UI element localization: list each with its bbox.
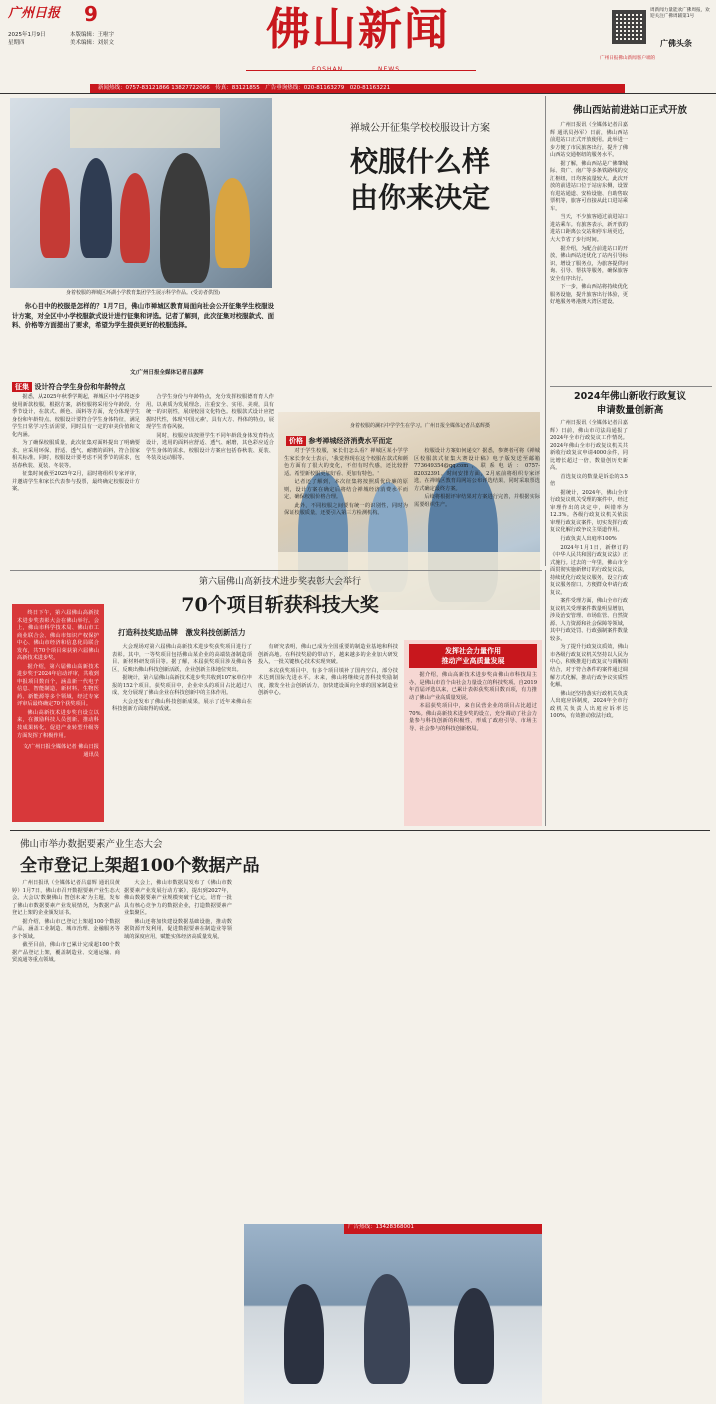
main-photo-1-caption: 身着校服的禅城区环湖小学教育集团学生展示科学作品。(受访者供图) — [66, 290, 220, 296]
paragraph: 据介绍，佛山高新技术进步奖由佛山市科技局主办，是佛山市首个由社会力量设立的科技奖项。自2019年首届评选以来，已累计表彰获奖项目数百项，有力推动了佛山产业高质量发展。 — [409, 672, 537, 701]
paragraph: 征集时间截至2025年2月，届时将组织专家评审，并邀请学生和家长代表参与投票，最终确定校服设计方案。 — [12, 471, 140, 493]
brand-right: 广佛头条 — [660, 39, 692, 48]
masthead — [0, 0, 716, 90]
brand-note: 广州日报佛山新闻客户端的 — [600, 56, 656, 61]
paragraph: 校服设计方案如何递交？据悉，参赛者可将《禅城区校服款式征集大赛设计稿》电子版发送至邮箱773649354@qq.com，联系电话：0757-82032391。时间安排方面，2月底前将组织专家评选，在禅城区教育局网站公布评选结果，同时采取票选方式确定最终方案。 — [414, 448, 540, 492]
tech-subhead: 打造科技奖励品牌 激发科技创新活力 — [118, 628, 246, 637]
paragraph: 下一步，佛山西站将持续优化服务设施，提升旅客出行体验，更好地服务粤港澳大湾区建设。 — [550, 284, 628, 306]
paragraph: 据统计，2024年，佛山全市行政复议机关受理的案件中，经过审理作出的决定中，纠错率为12.3%。各级行政复议机关依法审理行政复议案件，切实发挥行政复议化解行政争议主渠道作用。 — [550, 489, 628, 534]
paragraph: 截至目前，佛山市已累计完成超100个数据产品登记上架，覆盖制造业、交通运输、商贸流通等重点领域。 — [12, 942, 120, 964]
pink-body — [409, 672, 537, 822]
right2-col-b — [632, 420, 710, 826]
pink-subtitle: 推动产业高质量发展 — [441, 657, 505, 666]
paragraph: 合学生身份与年龄特点，充分发挥校服德育育人作用。以素质为发展理念，注重安全、实用、美观，具有统一的识别性，展现校园文化特色。校服款式设计应把握时代性，体现'中国元素'，具有大方、得体的特点，展现学生青春风貌。 — [146, 394, 274, 431]
paragraph: 据介绍，第六届佛山高新技术进步奖于2024年启动评审，共收到申报项目数百个，涵盖新一代电子信息、智能制造、新材料、生物医药、新能源等多个领域，经过专家评审后最终确定70个获奖项目。 — [17, 663, 99, 708]
paragraph: 据介绍，为配合前进站口的开放，佛山西站还优化了站内引导标识，增设了服务点，为旅客提供问询、引导、帮扶等服务，确保旅客安全有序出行。 — [550, 245, 628, 282]
tech-col-b — [258, 644, 398, 826]
paragraph: 大会还发布了佛山科技创新成果，展示了近年来佛山在科技创新方面取得的成就。 — [112, 698, 252, 713]
main-photo-1 — [10, 98, 272, 288]
editor-credit: 本版编辑：王啦宇 — [70, 32, 115, 38]
section1-col-b — [146, 394, 274, 566]
main-kicker: 禅城公开征集学校校服设计方案 — [350, 123, 490, 134]
pink-title: 发挥社会力量作用 — [445, 647, 501, 655]
tech-headline: 70个项目斩获科技大奖 — [181, 594, 379, 616]
paragraph: 为了提升行政复议质效，佛山市各级行政复议机关坚持以人民为中心，积极推进行政复议与调解相结合，对于符合条件的案件通过调解方式化解，推动行政争议实质性化解。 — [550, 644, 628, 689]
title-english-left: FOSHAN — [312, 66, 344, 73]
paragraph: 首选复议的数量是诉讼的3.5倍 — [550, 473, 628, 488]
main-byline: 文/广州日报全媒体记者吕嘉辉 — [130, 370, 204, 376]
right-headline: 佛山西站前进站口正式开放 — [572, 105, 687, 116]
main-photo-2-caption: 身着校服的澜石中学学生在学习。广州日报全媒体记者吕嘉辉摄 — [349, 423, 490, 429]
right-col-b — [632, 122, 710, 384]
paragraph: 本次获奖项目中，有多个项目填补了国内空白，部分技术达到国际先进水平。未来，佛山将继续完善科技奖励制度，激发全社会创新活力，加快建设面向全球的国家制造业创新中心。 — [258, 667, 398, 697]
paragraph: 对于学生校服，家长们怎么看？禅城区某小学学生家长李女士表示，'我觉得现在这个校服在款式和颜色方面有了很大的变化，不但有时代感，还比较舒适。希望新校服更加好看、更加有特色。' — [284, 448, 408, 477]
tech-pink-box — [404, 640, 542, 826]
section2-tag: 价格 — [286, 436, 306, 446]
bottom-headline: 全市登记上架超100个数据产品 — [20, 856, 260, 876]
right-col-a — [550, 122, 628, 384]
paragraph: 广州日报讯（全媒体记者吕嘉辉）日前，佛山市司法局通报了2024年全市行政复议工作情况。2024年佛山全市行政复议机关共新收行政复议申请4000余件，同比增长超过一倍，数量创历史新高。 — [550, 420, 628, 472]
paragraph: 大会上，佛山市数据局发布了《佛山市数据要素产业发展行动方案》，提出到2027年，佛山数据要素产业规模突破千亿元，培育一批具有核心竞争力的数据企业，打造数据要素产业集聚区。 — [124, 880, 232, 917]
qr-code[interactable] — [612, 10, 646, 44]
designer-credit: 美术编辑：刘景文 — [70, 40, 115, 46]
tech-kicker: 第六届佛山高新技术进步奖表彰大会举行 — [198, 577, 361, 587]
paragraph: 据悉，从2025年秋季学期起，禅城区中小学将逐步使用新款校服，根据方案，新校服将采用分年龄段、分季节设计，在款式、颜色、面料等方面，充分体现学生身份和年龄特点。校服设计要符合学生身体特征，满足学生日常学习生活需要，同时具有一定的审美价值和文化内涵。 — [12, 394, 140, 438]
paragraph: 记者还了解到，本次征集将按照质优价廉的原则，设计方案在确定后将结合禅城经济消费水平而定，确保校服价格合理。 — [284, 479, 408, 501]
paragraph: 案件受理方面，佛山全市行政复议机关受理案件数量明显增加，涉及治安管理、市场监管、自然资源、人力资源和社会保障等领域，其中行政处罚、行政强制案件数量较多。 — [550, 598, 628, 642]
right-headline-2a: 2024年佛山新收行政复议 — [574, 391, 686, 402]
section2-heading — [286, 436, 392, 446]
paragraph: 广州日报讯（全媒体记者吕嘉辉 通讯员黄婷）1月7日，佛山市召开数据要素产业生态大会。大会以'数聚佛山 智创未来'为主题，发布了佛山市数据要素产业发展情况，为数据产品登记上架的企业颁发证书。 — [12, 880, 120, 917]
main-lead: 你心目中的校服是怎样的？1月7日，佛山市禅城区教育局面向社会公开征集学生校服设计方案，对全区中小学校服款式设计进行征集和评选。记者了解到，此次征集对校服款式、面料、价格等方面提出了要求，希望为学生提供更好的校服选择。 — [12, 302, 275, 330]
right2-col-a — [550, 420, 628, 826]
paragraph: 大会现场对第六届佛山高新技术进步奖获奖项目进行了表彰。其中，一等奖项目包括佛山某企业的高端装备制造项目、新材料研发项目等。据了解，本届获奖项目涉及佛山各区，反映出佛山科技创新活跃，企业创新主体地位突出。 — [112, 644, 252, 673]
ad-hotline: 广告热线：13428368001 — [344, 1224, 542, 1234]
section2-col-b — [414, 448, 540, 566]
issue-date: 2025年1月9日 — [8, 32, 46, 38]
left-box-byline: 文/广州日报全媒体记者 佛山日报 通讯员 — [22, 744, 99, 758]
paragraph: 据统计，第六届佛山高新技术进步奖共收到107家单位申报的152个项目。获奖项目中，企业牵头的项目占比超过八成，充分展现了佛山企业在科技创新中的主体作用。 — [112, 675, 252, 697]
paragraph: 同时，校服应该按照学生不同年龄段身体发育特点设计，选用的面料应舒适、透气、耐磨，其色彩应适合学生身体的需求。校服设计方案应包括春秋装、夏装、冬装及运动服等。 — [146, 432, 274, 462]
logo: 广州日报 — [8, 6, 61, 21]
paragraph: 据了解，佛山西站是广佛肇城际、贵广、南广等多条铁路线的交汇枢纽，日均客流量较大。此次开放的前进站口位于站房东侧，设置有进站通道、安检设施、自助售取票机等，旅客可直接从此口进站乘车。 — [550, 160, 628, 212]
paragraph: 2024年1月1日，新修订的《中华人民共和国行政复议法》正式施行。过去的一年里，佛山市全面贯彻实施新修订的行政复议法，持续优化行政复议服务，设立行政复议服务窗口，方便群众申请行政复议。 — [550, 544, 628, 596]
title-english-right: NEWS — [378, 66, 401, 73]
section1-tag: 征集 — [12, 382, 32, 392]
issue-weekday: 星期四 — [8, 40, 25, 46]
paragraph: 后续将根据评审结果对方案进行完善，并根据实际需要组织生产。 — [414, 494, 540, 508]
main-headline-1: 校服什么样 — [349, 145, 490, 178]
main-headline-2: 由你来决定 — [349, 181, 490, 214]
paragraph: 终日下午，第六届佛山高新技术进步奖表彰大会在佛山举行。会上，佛山市科学技术局、佛山市工商业联合会、佛山市知识产权保护中心、佛山市经济和信息化局联合发布，共70个项目荣获第六届佛山高新技术进步奖。 — [17, 610, 99, 662]
hotline-text: 新闻热线：0757-83121866 13827722066 传真：83121855 广告垂询热线：020-81163279 020-81163221 — [98, 84, 391, 91]
tech-left-box — [12, 604, 104, 822]
section1-col-a — [12, 394, 140, 566]
section1-title: 设计符合学生身份和年龄特点 — [34, 382, 126, 391]
paragraph: 佛山还将加快建设数据基础设施，推动数据资源开发利用，促进数据要素在制造业等领域的深度应用，赋能实体经济高质量发展。 — [124, 918, 232, 940]
paragraph: 据介绍，佛山市已登记上架超100个数据产品，涵盖工业制造、城市治理、金融服务等多个领域。 — [12, 918, 120, 940]
page-title: 佛山新闻 — [266, 4, 450, 55]
section2-title: 参考禅城经济消费水平而定 — [308, 436, 393, 445]
bottom-kicker: 佛山市举办数据要素产业生态大会 — [20, 839, 163, 850]
paragraph: 佛山高新技术进步奖自设立以来，在激励科技人员创新、推动科技成果转化、促进产业转型升级等方面发挥了积极作用。 — [17, 709, 99, 739]
paragraph: 当天，不少旅客通过前进站口进站乘车。有旅客表示，新开放的进站口距离公交站和停车场更近，大大节省了步行时间。 — [550, 214, 628, 243]
paragraph: 佛山还坚持落实行政机关负责人出庭应诉制度，2024年全市行政机关负责人出庭应诉率达100%，有效推动依法行政。 — [550, 690, 628, 720]
bottom-col-b — [124, 880, 232, 1020]
paragraph: 本届获奖项目中，来自民营企业的项目占比超过70%。佛山高新技术进步奖的设立，充分调动了社会力量参与科技创新的积极性，形成了政府引导、市场主导、社会参与的科技创新格局。 — [409, 703, 537, 732]
hotline-bar — [90, 84, 625, 93]
right-headline-2b: 申请数量创新高 — [596, 405, 664, 416]
paragraph: 行政负责人出庭率100% — [560, 535, 617, 542]
bottom-photo — [244, 1224, 542, 1404]
paragraph: 广州日报讯（全媒体记者吕嘉辉 通讯员孙军）日前，佛山西站前进站口正式开放使用。此举进一步方便了市民旅客出行，提升了佛山西站交通枢纽的服务水平。 — [550, 122, 628, 159]
qr-caption: 周新闻力量能欢广佛周报，欢迎关注广佛周辅第1号 — [650, 8, 710, 20]
section2-col-a — [284, 448, 408, 566]
paragraph: 此外，不同校服之间要有统一的识别性，同时为保证校服质量，还要引入第三方检测机构。 — [284, 502, 408, 517]
bottom-col-a — [12, 880, 120, 1020]
tech-col-a — [112, 644, 252, 826]
pink-title-bar — [409, 644, 537, 668]
page-number: 9 — [84, 2, 98, 26]
paragraph: 为了确保校服质量，此次征集对面料提出了明确要求。应采用环保、舒适、透气、耐磨的面料，符合国家相关标准。同时，校服设计要考虑不同季节的需求，包括春秋装、夏装、冬装等。 — [12, 440, 140, 469]
section1-heading — [12, 382, 125, 392]
paragraph: 有研究表明，佛山已成为全国重要的制造业基地和科技创新高地。在科技奖励的带动下，越来越多的企业加大研发投入，一批关键核心技术实现突破。 — [258, 644, 398, 666]
